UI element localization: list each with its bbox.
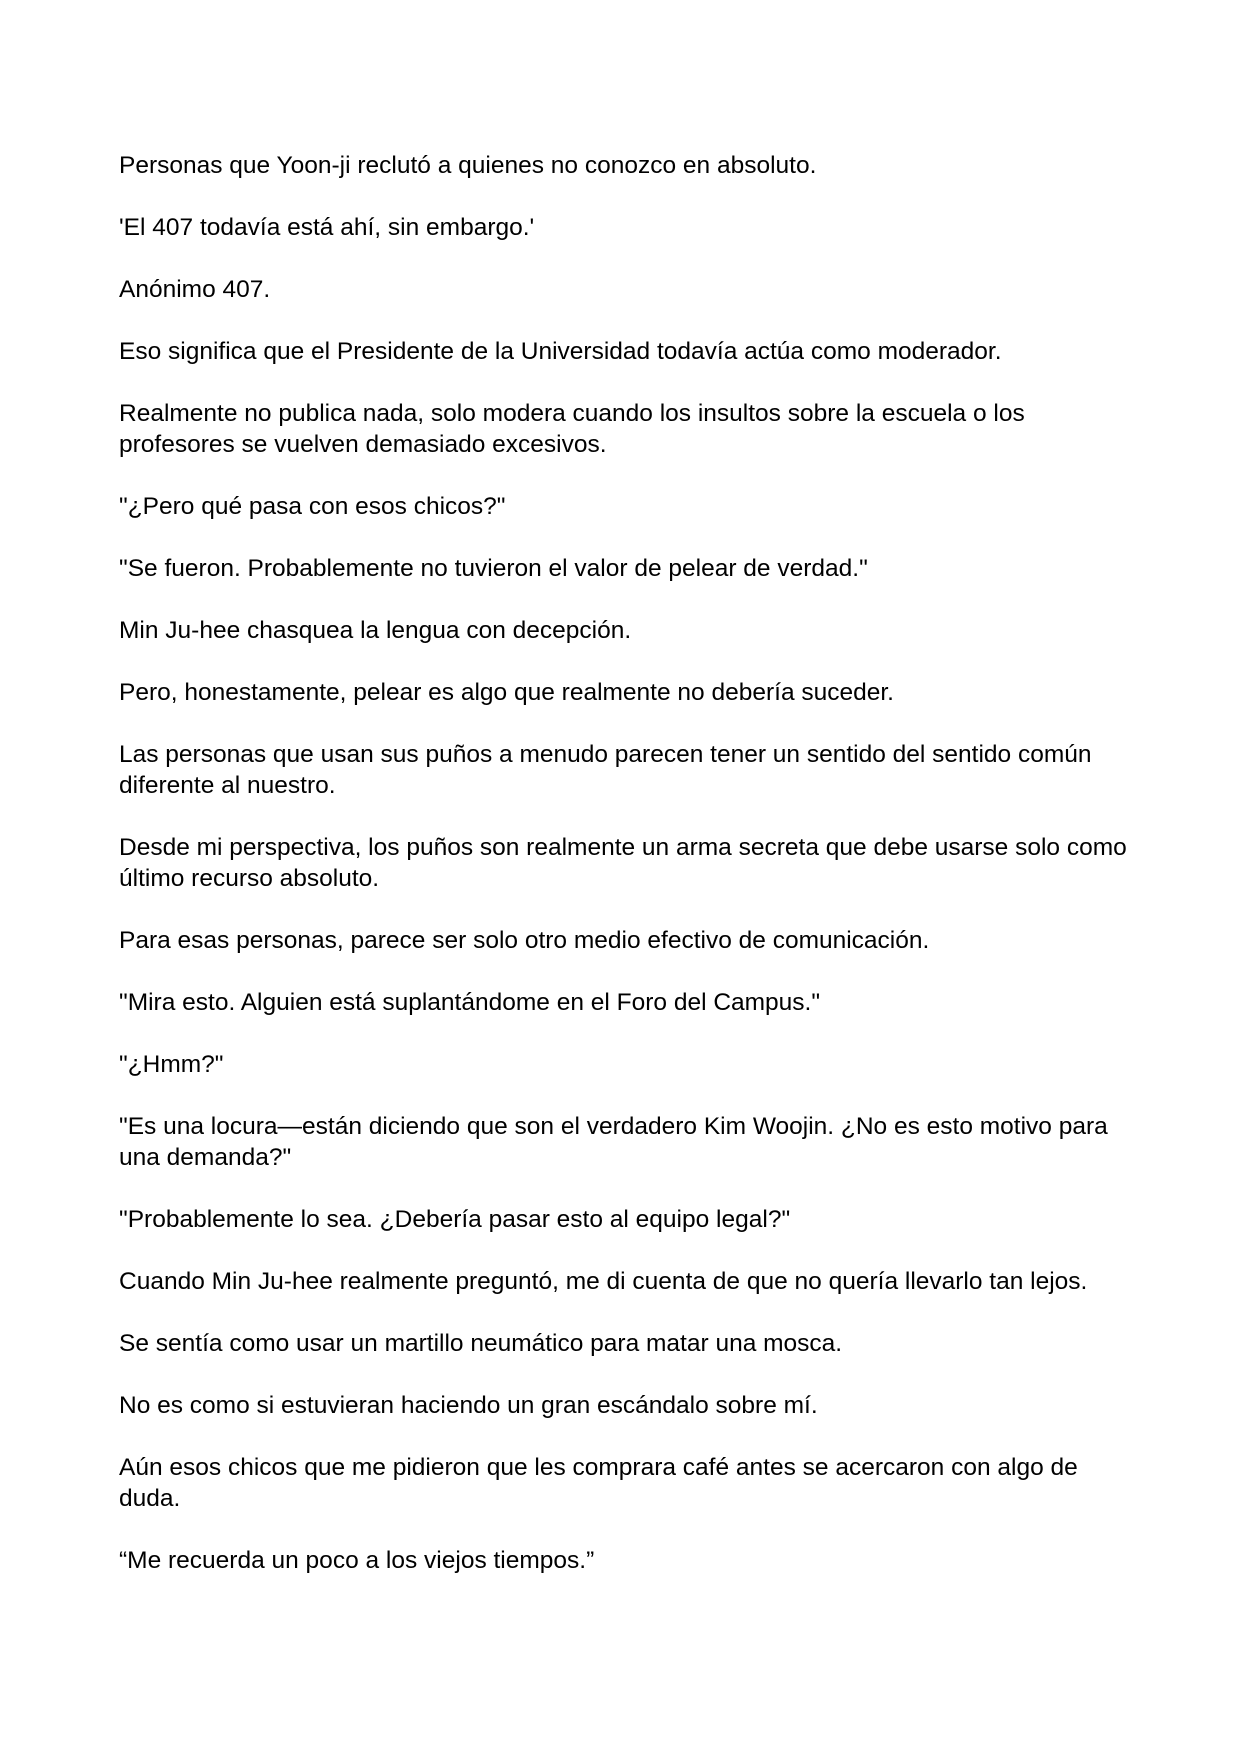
paragraph: "¿Pero qué pasa con esos chicos?" — [119, 493, 506, 520]
paragraph: "Mira esto. Alguien está suplantándome en el Foro del Campus." — [119, 989, 821, 1016]
paragraph: "Probablemente lo sea. ¿Debería pasar esto al equipo legal?" — [119, 1206, 791, 1233]
paragraph: Realmente no publica nada, solo modera cuando los insultos sobre la escuela o los profesores se vuelven demasiado excesivos. — [119, 400, 1025, 458]
paragraph: Desde mi perspectiva, los puños son realmente un arma secreta que debe usarse solo como último recurso absoluto. — [119, 834, 1127, 892]
paragraph: Aún esos chicos que me pidieron que les comprara café antes se acercaron con algo de duda. — [119, 1454, 1078, 1512]
paragraph: Para esas personas, parece ser solo otro medio efectivo de comunicación. — [119, 927, 930, 954]
paragraph: Pero, honestamente, pelear es algo que realmente no debería suceder. — [119, 679, 894, 706]
paragraph: "¿Hmm?" — [119, 1051, 224, 1078]
paragraph: Personas que Yoon-ji reclutó a quienes no conozco en absoluto. — [119, 152, 817, 179]
paragraph: Cuando Min Ju-hee realmente preguntó, me di cuenta de que no quería llevarlo tan lejos. — [119, 1268, 1088, 1295]
paragraph: "Es una locura—están diciendo que son el verdadero Kim Woojin. ¿No es esto motivo para una demanda?" — [119, 1113, 1108, 1171]
paragraph: Las personas que usan sus puños a menudo parecen tener un sentido del sentido común diferente al nuestro. — [119, 741, 1092, 799]
paragraph: “Me recuerda un poco a los viejos tiempos.” — [119, 1547, 595, 1574]
paragraph: 'El 407 todavía está ahí, sin embargo.' — [119, 214, 535, 241]
paragraph: "Se fueron. Probablemente no tuvieron el valor de pelear de verdad." — [119, 555, 868, 582]
paragraph: No es como si estuvieran haciendo un gran escándalo sobre mí. — [119, 1392, 818, 1419]
document-body — [119, 150, 1129, 1607]
paragraph: Min Ju-hee chasquea la lengua con decepción. — [119, 617, 632, 644]
paragraph: Eso significa que el Presidente de la Universidad todavía actúa como moderador. — [119, 338, 1002, 365]
paragraph: Se sentía como usar un martillo neumático para matar una mosca. — [119, 1330, 843, 1357]
paragraph: Anónimo 407. — [119, 276, 271, 303]
